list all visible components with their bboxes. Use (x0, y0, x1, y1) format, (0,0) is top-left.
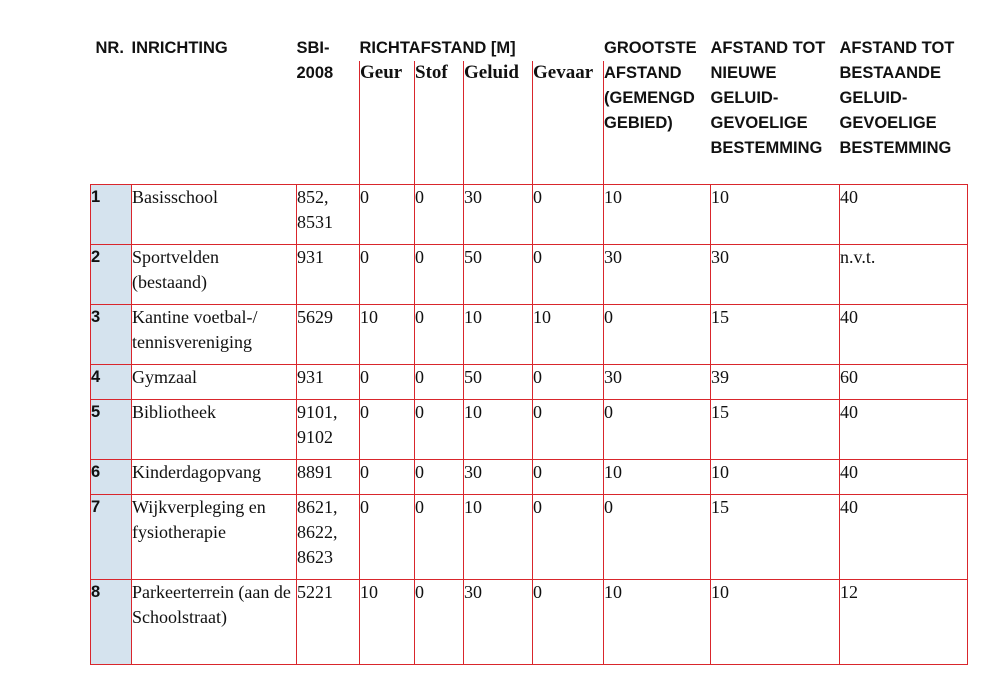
cell-geur: 0 (360, 185, 415, 245)
header-sbi: SBI-2008 (296, 39, 334, 82)
cell-stof: 0 (415, 580, 464, 665)
cell-nieuwe: 39 (711, 365, 840, 400)
cell-geur: 10 (360, 305, 415, 365)
cell-sbi: 931 (297, 365, 360, 400)
cell-bestaande: n.v.t. (840, 245, 968, 305)
cell-geur: 0 (360, 460, 415, 495)
cell-sbi: 8891 (297, 460, 360, 495)
table-row (91, 185, 968, 245)
row-number: 3 (91, 305, 132, 365)
subheader-geluid: Geluid (464, 61, 533, 184)
cell-geur: 0 (360, 400, 415, 460)
row-number: 7 (91, 495, 132, 580)
cell-gevaar: 0 (533, 460, 604, 495)
cell-nieuwe: 10 (711, 580, 840, 665)
distance-table (90, 36, 968, 665)
header-row (91, 36, 968, 61)
header-nr: NR. (95, 39, 124, 57)
cell-geluid: 10 (464, 495, 533, 580)
cell-geur: 10 (360, 580, 415, 665)
cell-bestaande: 40 (840, 460, 968, 495)
cell-geluid: 30 (464, 185, 533, 245)
table-row (91, 460, 968, 495)
cell-nieuwe: 15 (711, 495, 840, 580)
header-afstand-nieuwe: AFSTAND TOT NIEUWE GELUID-GEVOELIGE BESTEMMING (710, 39, 826, 157)
table-row (91, 245, 968, 305)
table-row (91, 305, 968, 365)
cell-gevaar: 10 (533, 305, 604, 365)
cell-nieuwe: 15 (711, 400, 840, 460)
cell-geluid: 50 (464, 365, 533, 400)
row-number: 6 (91, 460, 132, 495)
cell-grootste: 0 (604, 495, 711, 580)
cell-name: Gymzaal (132, 365, 297, 400)
cell-geluid: 50 (464, 245, 533, 305)
row-number: 1 (91, 185, 132, 245)
cell-sbi: 5629 (297, 305, 360, 365)
cell-gevaar: 0 (533, 245, 604, 305)
cell-grootste: 0 (604, 305, 711, 365)
cell-grootste: 0 (604, 400, 711, 460)
cell-geur: 0 (360, 365, 415, 400)
cell-geur: 0 (360, 245, 415, 305)
table-body (91, 185, 968, 665)
header-inrichting: INRICHTING (131, 39, 228, 57)
table-row (91, 365, 968, 400)
cell-gevaar: 0 (533, 580, 604, 665)
table-row (91, 495, 968, 580)
cell-bestaande: 12 (840, 580, 968, 665)
subheader-stof: Stof (415, 61, 464, 184)
cell-bestaande: 40 (840, 185, 968, 245)
cell-nieuwe: 10 (711, 460, 840, 495)
header-afstand-bestaande: AFSTAND TOT BESTAANDE GELUID-GEVOELIGE BESTEMMING (839, 39, 955, 157)
cell-bestaande: 40 (840, 305, 968, 365)
cell-sbi: 9101, 9102 (297, 400, 360, 460)
cell-sbi: 5221 (297, 580, 360, 665)
cell-name: Bibliotheek (132, 400, 297, 460)
cell-nieuwe: 10 (711, 185, 840, 245)
cell-gevaar: 0 (533, 495, 604, 580)
cell-name: Parkeerterrein (aan de Schoolstraat) (132, 580, 297, 665)
cell-name: Kantine voetbal-/ tennisvereniging (132, 305, 297, 365)
cell-grootste: 10 (604, 185, 711, 245)
cell-sbi: 852, 8531 (297, 185, 360, 245)
cell-grootste: 10 (604, 580, 711, 665)
cell-geur: 0 (360, 495, 415, 580)
cell-gevaar: 0 (533, 185, 604, 245)
cell-name: Basisschool (132, 185, 297, 245)
cell-stof: 0 (415, 495, 464, 580)
cell-stof: 0 (415, 185, 464, 245)
cell-bestaande: 60 (840, 365, 968, 400)
cell-gevaar: 0 (533, 365, 604, 400)
cell-grootste: 30 (604, 365, 711, 400)
cell-sbi: 8621, 8622, 8623 (297, 495, 360, 580)
cell-geluid: 10 (464, 400, 533, 460)
row-number: 2 (91, 245, 132, 305)
cell-name: Wijkverpleging en fysiotherapie (132, 495, 297, 580)
cell-grootste: 30 (604, 245, 711, 305)
cell-stof: 0 (415, 305, 464, 365)
cell-stof: 0 (415, 365, 464, 400)
cell-nieuwe: 30 (711, 245, 840, 305)
row-number: 4 (91, 365, 132, 400)
cell-stof: 0 (415, 460, 464, 495)
cell-stof: 0 (415, 400, 464, 460)
header-grootste-afstand: GROOTSTE AFSTAND (GEMENGD GEBIED) (604, 39, 697, 132)
row-number: 5 (91, 400, 132, 460)
table-row (91, 580, 968, 665)
cell-name: Sportvelden (bestaand) (132, 245, 297, 305)
table-row (91, 400, 968, 460)
cell-nieuwe: 15 (711, 305, 840, 365)
header-richtafstand: RICHTAFSTAND [M] (359, 39, 516, 57)
cell-name: Kinderdagopvang (132, 460, 297, 495)
cell-sbi: 931 (297, 245, 360, 305)
cell-bestaande: 40 (840, 400, 968, 460)
subheader-geur: Geur (360, 61, 415, 184)
cell-geluid: 30 (464, 580, 533, 665)
subheader-gevaar: Gevaar (533, 61, 604, 184)
cell-geluid: 30 (464, 460, 533, 495)
row-number: 8 (91, 580, 132, 665)
cell-grootste: 10 (604, 460, 711, 495)
cell-bestaande: 40 (840, 495, 968, 580)
cell-gevaar: 0 (533, 400, 604, 460)
cell-stof: 0 (415, 245, 464, 305)
cell-geluid: 10 (464, 305, 533, 365)
